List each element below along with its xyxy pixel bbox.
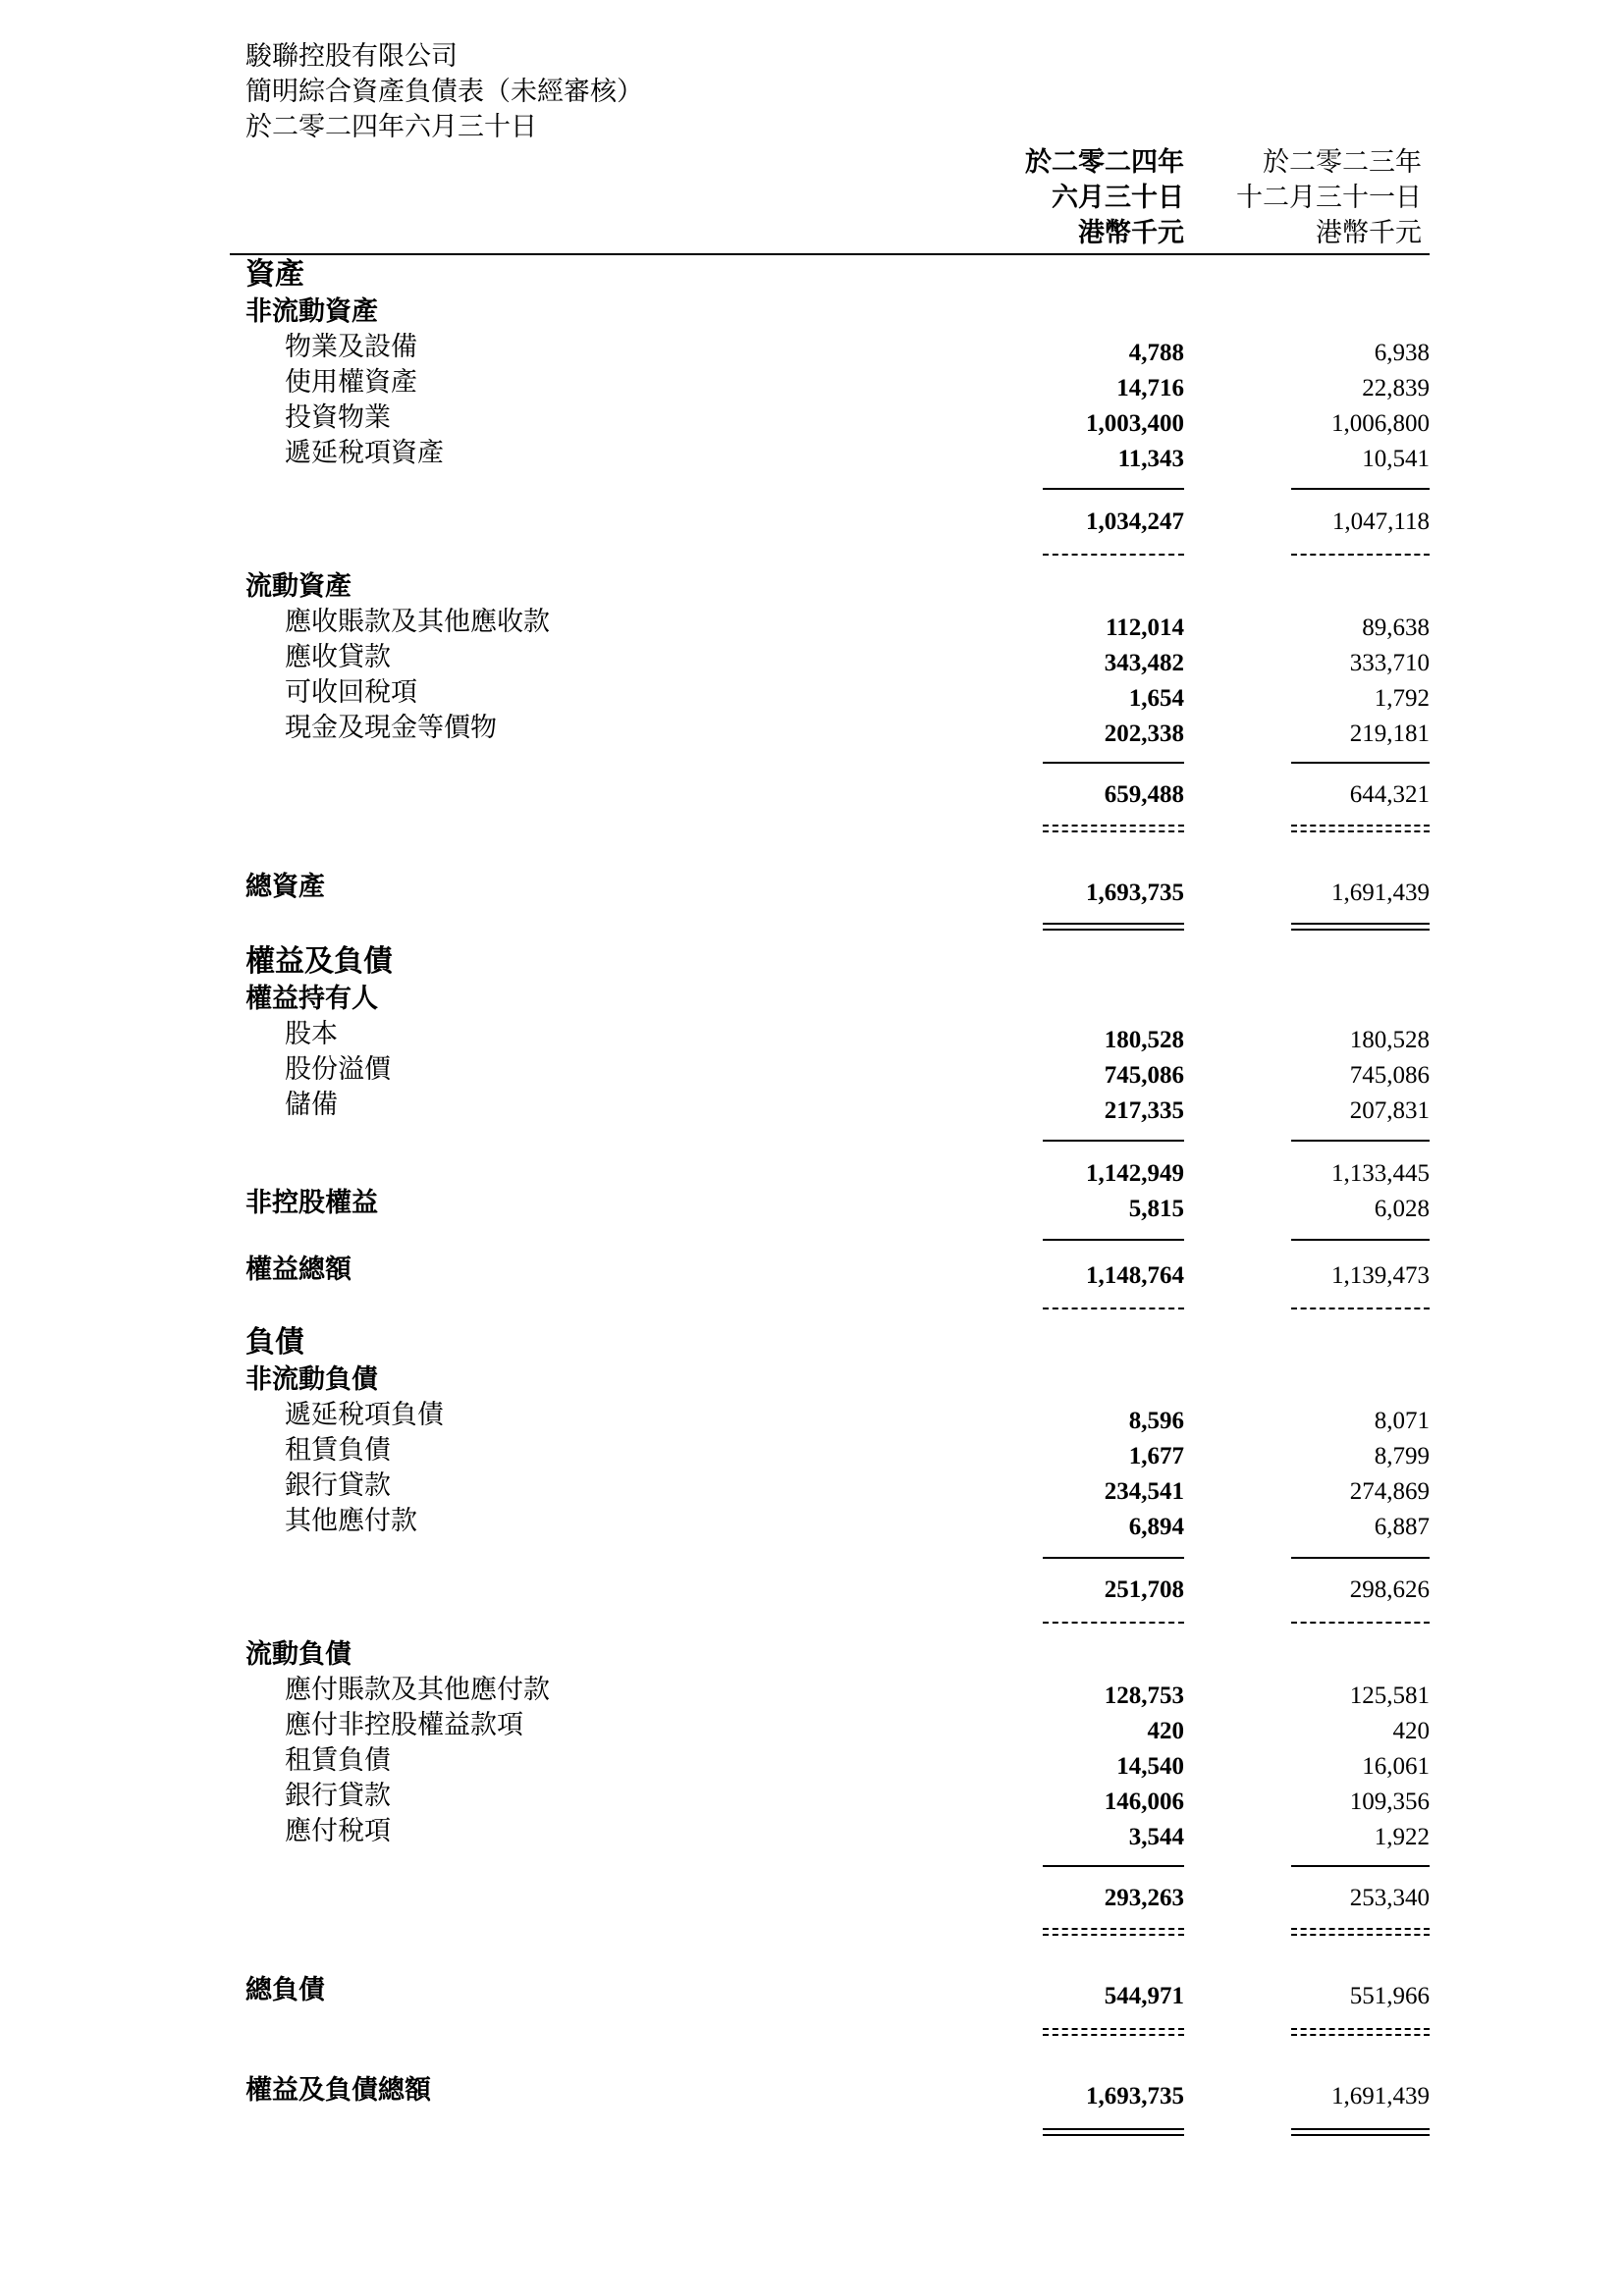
prior-period-unit: 港幣千元 — [1316, 218, 1422, 248]
current-total: 1,148,764 — [1086, 1262, 1184, 1289]
total-equity-liabilities-label: 權益及負債總額 — [245, 2075, 431, 2106]
table-row — [0, 400, 1624, 436]
current-value: 343,482 — [1104, 650, 1184, 676]
line-item-label: 遞延稅項資產 — [285, 438, 444, 468]
subtotal-dashed-rule — [1043, 1934, 1184, 1936]
current-total: 1,693,735 — [1086, 880, 1184, 906]
total-dashed-rule — [1043, 2034, 1184, 2036]
current-value: 3,544 — [1128, 1824, 1184, 1850]
current-period-heading-line2: 六月三十日 — [1052, 183, 1184, 213]
subsection-heading-row — [0, 1362, 1624, 1398]
current-value: 4,788 — [1128, 340, 1184, 366]
subtotal-dashed-rule — [1291, 554, 1430, 556]
table-row — [0, 1673, 1624, 1708]
prior-total: 551,966 — [1349, 1983, 1430, 2009]
current-total: 1,693,735 — [1086, 2083, 1184, 2109]
prior-total: 1,139,473 — [1331, 1262, 1430, 1289]
table-row — [0, 436, 1624, 471]
line-item-label: 可收回稅項 — [285, 677, 417, 708]
prior-value: 89,638 — [1362, 614, 1430, 641]
section-heading-row — [0, 1325, 1624, 1361]
subtotal-row — [0, 1567, 1624, 1602]
current-total: 544,971 — [1104, 1983, 1184, 2009]
prior-subtotal: 1,133,445 — [1331, 1160, 1430, 1187]
current-value: 180,528 — [1104, 1027, 1184, 1053]
statement-title: 簡明綜合資產負債表（未經審核） — [245, 77, 643, 107]
line-item-label: 股本 — [285, 1019, 338, 1049]
subtotal-rule — [1291, 488, 1430, 490]
subtotal-row — [0, 1150, 1624, 1186]
current-value: 420 — [1147, 1718, 1184, 1744]
current-period-unit: 港幣千元 — [1078, 218, 1184, 248]
prior-value: 1,792 — [1374, 685, 1430, 712]
subsection-heading-row — [0, 982, 1624, 1017]
total-dashed-rule — [1043, 2028, 1184, 2030]
total-row — [0, 1973, 1624, 2008]
subtotal-rule — [1291, 762, 1430, 764]
section-heading-row — [0, 257, 1624, 293]
prior-value: 274,869 — [1349, 1478, 1430, 1505]
prior-total: 1,691,439 — [1331, 2083, 1430, 2109]
current-value: 128,753 — [1104, 1682, 1184, 1709]
subtotal-row — [0, 499, 1624, 534]
current-value: 146,006 — [1104, 1789, 1184, 1815]
prior-value: 180,528 — [1349, 1027, 1430, 1053]
prior-value: 109,356 — [1349, 1789, 1430, 1815]
subtotal-row — [0, 1875, 1624, 1910]
line-item-label: 應付稅項 — [285, 1816, 391, 1846]
equity-liabilities-heading: 權益及負債 — [245, 944, 393, 979]
table-row — [0, 1052, 1624, 1088]
current-value: 1,003,400 — [1086, 410, 1184, 437]
current-value: 234,541 — [1104, 1478, 1184, 1505]
prior-value: 8,799 — [1374, 1443, 1430, 1469]
subtotal-rule — [1291, 1557, 1430, 1559]
table-row — [0, 1779, 1624, 1814]
current-value: 112,014 — [1106, 614, 1184, 641]
subtotal-dashed-rule — [1291, 1934, 1430, 1936]
subtotal-dashed-rule — [1043, 825, 1184, 827]
subsection-heading-row — [0, 294, 1624, 330]
prior-value: 125,581 — [1349, 1682, 1430, 1709]
prior-value: 333,710 — [1349, 650, 1430, 676]
table-row — [0, 675, 1624, 711]
line-item-label: 現金及現金等價物 — [285, 713, 497, 743]
prior-subtotal: 298,626 — [1349, 1576, 1430, 1603]
table-row — [0, 1017, 1624, 1052]
current-value: 6,894 — [1128, 1514, 1184, 1540]
total-double-rule — [1291, 2128, 1430, 2136]
table-row — [0, 1088, 1624, 1123]
company-name: 駿聯控股有限公司 — [245, 41, 458, 72]
current-value: 745,086 — [1104, 1062, 1184, 1089]
prior-value: 6,887 — [1374, 1514, 1430, 1540]
table-row — [0, 1433, 1624, 1468]
subtotal-dashed-rule — [1043, 1308, 1184, 1309]
subtotal-rule — [1291, 1865, 1430, 1867]
total-row — [0, 2073, 1624, 2109]
table-row — [0, 330, 1624, 365]
total-assets-label: 總資產 — [245, 872, 325, 902]
table-row — [0, 365, 1624, 400]
prior-value: 219,181 — [1349, 721, 1430, 747]
prior-subtotal: 1,047,118 — [1331, 508, 1430, 535]
line-item-label: 應付賬款及其他應付款 — [285, 1675, 550, 1705]
line-item-label: 股份溢價 — [285, 1054, 391, 1085]
prior-value: 207,831 — [1349, 1097, 1430, 1124]
line-item-label: 物業及設備 — [285, 332, 417, 362]
statement-date: 於二零二四年六月三十日 — [245, 112, 537, 142]
prior-total: 1,691,439 — [1331, 880, 1430, 906]
current-subtotal: 659,488 — [1104, 781, 1184, 808]
total-equity-label: 權益總額 — [245, 1255, 352, 1285]
line-item-label: 應付非控股權益款項 — [285, 1710, 523, 1740]
line-item-label: 遞延稅項負債 — [285, 1400, 444, 1430]
line-item-label: 其他應付款 — [285, 1506, 417, 1536]
line-item-label: 銀行貸款 — [285, 1781, 391, 1811]
prior-period-heading-line1: 於二零二三年 — [1263, 147, 1422, 178]
subtotal-rule — [1291, 1239, 1430, 1241]
table-row — [0, 605, 1624, 640]
current-value: 1,677 — [1128, 1443, 1184, 1469]
table-row — [0, 711, 1624, 746]
current-value: 11,343 — [1117, 446, 1184, 472]
prior-period-heading-line2: 十二月三十一日 — [1236, 183, 1422, 213]
prior-value: 1,922 — [1374, 1824, 1430, 1850]
total-double-rule — [1043, 2128, 1184, 2136]
prior-value: 8,071 — [1374, 1408, 1430, 1434]
subtotal-rule — [1043, 1239, 1184, 1241]
equity-holders-heading: 權益持有人 — [245, 984, 378, 1014]
table-row — [0, 1743, 1624, 1779]
header-rule — [230, 253, 1430, 255]
subtotal-rule — [1291, 1140, 1430, 1142]
prior-value: 16,061 — [1362, 1753, 1430, 1780]
line-item-label: 使用權資產 — [285, 367, 417, 398]
prior-value: 10,541 — [1362, 446, 1430, 472]
prior-value: 1,006,800 — [1331, 410, 1430, 437]
subtotal-rule — [1043, 762, 1184, 764]
current-value: 14,716 — [1116, 375, 1184, 401]
current-period-heading-line1: 於二零二四年 — [1025, 147, 1184, 178]
prior-value: 745,086 — [1349, 1062, 1430, 1089]
non-controlling-interests-label: 非控股權益 — [245, 1188, 378, 1218]
subtotal-dashed-rule — [1291, 830, 1430, 832]
line-item-label: 應收貸款 — [285, 642, 391, 672]
subtotal-dashed-rule — [1291, 825, 1430, 827]
current-value: 8,596 — [1128, 1408, 1184, 1434]
current-value: 217,335 — [1104, 1097, 1184, 1124]
line-item-label: 應收賬款及其他應收款 — [285, 607, 550, 637]
subtotal-dashed-rule — [1043, 830, 1184, 832]
subtotal-dashed-rule — [1291, 1308, 1430, 1309]
table-row — [0, 1468, 1624, 1504]
assets-heading: 資產 — [245, 257, 304, 292]
subtotal-row — [0, 772, 1624, 807]
prior-value: 6,938 — [1374, 340, 1430, 366]
liabilities-heading: 負債 — [245, 1325, 304, 1360]
total-double-rule — [1291, 923, 1430, 931]
line-item-label: 銀行貸款 — [285, 1470, 391, 1501]
line-item-label: 投資物業 — [285, 402, 391, 433]
current-value: 202,338 — [1104, 721, 1184, 747]
subtotal-rule — [1043, 1140, 1184, 1142]
current-subtotal: 293,263 — [1104, 1885, 1184, 1911]
subtotal-rule — [1043, 1865, 1184, 1867]
subtotal-rule — [1043, 488, 1184, 490]
current-subtotal: 1,034,247 — [1086, 508, 1184, 535]
table-row — [0, 1708, 1624, 1743]
table-row — [0, 1504, 1624, 1539]
non-current-assets-heading: 非流動資產 — [245, 296, 378, 327]
table-row — [0, 1814, 1624, 1849]
subtotal-dashed-rule — [1291, 1928, 1430, 1930]
subsection-heading-row — [0, 1637, 1624, 1673]
table-row — [0, 1398, 1624, 1433]
non-current-liabilities-heading: 非流動負債 — [245, 1364, 378, 1395]
line-item-label: 租賃負債 — [285, 1435, 391, 1466]
subtotal-dashed-rule — [1043, 1928, 1184, 1930]
prior-value: 22,839 — [1362, 375, 1430, 401]
current-subtotal: 1,142,949 — [1086, 1160, 1184, 1187]
current-value: 5,815 — [1128, 1196, 1184, 1222]
subtotal-dashed-rule — [1043, 1622, 1184, 1624]
prior-value: 420 — [1392, 1718, 1430, 1744]
subtotal-dashed-rule — [1043, 554, 1184, 556]
current-assets-heading: 流動資產 — [245, 571, 352, 602]
subtotal-dashed-rule — [1291, 1622, 1430, 1624]
prior-subtotal: 644,321 — [1349, 781, 1430, 808]
table-row — [0, 640, 1624, 675]
prior-value: 6,028 — [1374, 1196, 1430, 1222]
total-row — [0, 870, 1624, 905]
current-liabilities-heading: 流動負債 — [245, 1639, 352, 1670]
line-item-label: 儲備 — [285, 1090, 338, 1120]
table-row — [0, 1186, 1624, 1221]
subtotal-rule — [1043, 1557, 1184, 1559]
total-dashed-rule — [1291, 2028, 1430, 2030]
current-subtotal: 251,708 — [1104, 1576, 1184, 1603]
total-double-rule — [1043, 923, 1184, 931]
line-item-label: 租賃負債 — [285, 1745, 391, 1776]
current-value: 1,654 — [1128, 685, 1184, 712]
total-dashed-rule — [1291, 2034, 1430, 2036]
total-liabilities-label: 總負債 — [245, 1975, 325, 2005]
total-row — [0, 1253, 1624, 1288]
current-value: 14,540 — [1116, 1753, 1184, 1780]
section-heading-row — [0, 944, 1624, 980]
subsection-heading-row — [0, 569, 1624, 605]
prior-subtotal: 253,340 — [1349, 1885, 1430, 1911]
